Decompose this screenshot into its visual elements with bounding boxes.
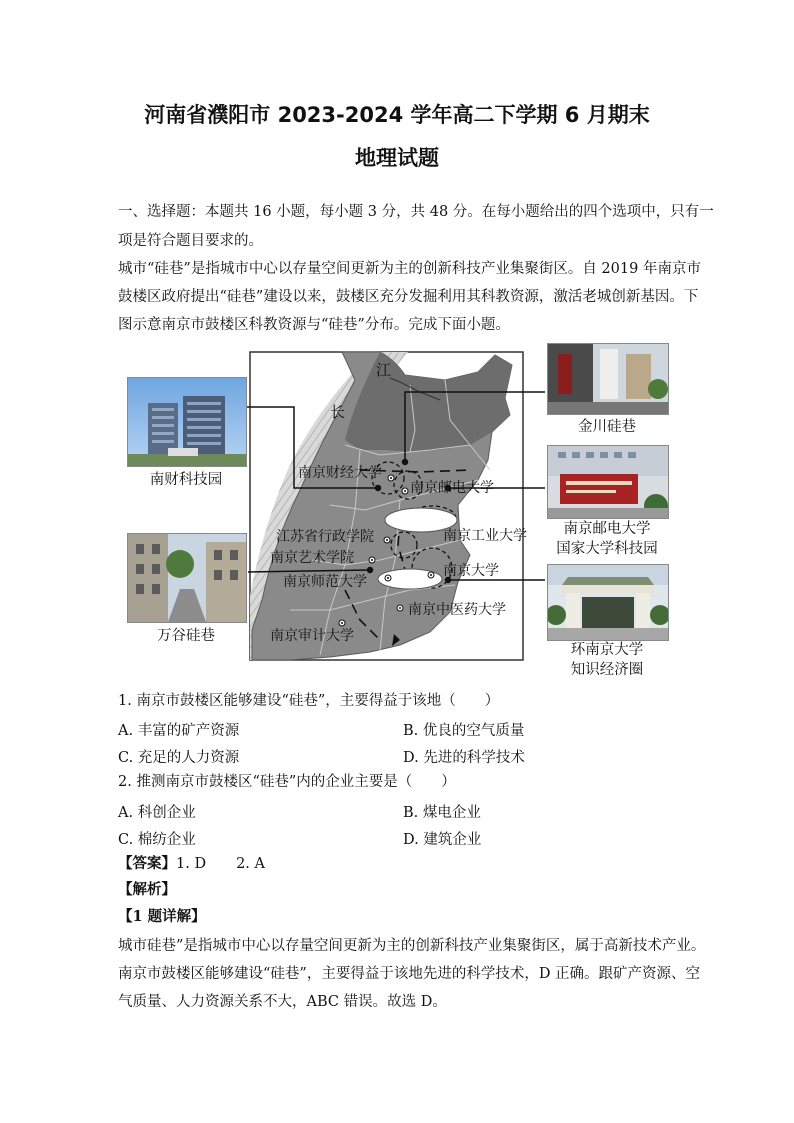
river-label-chang: 长 <box>330 403 346 421</box>
label-shifan: 南京师范大学 <box>283 574 367 590</box>
photo-wangu <box>127 533 247 623</box>
q2-option-d: D. 建筑企业 <box>403 832 482 848</box>
analysis-heading: 【解析】 <box>118 881 176 898</box>
section-instruction-cont: 项是符合题目要求的。 <box>118 233 263 249</box>
river-label-jiang: 江 <box>376 361 392 379</box>
title-line-2: 地理试题 <box>355 146 439 170</box>
q1-option-a: A. 丰富的矿产资源 <box>118 723 240 739</box>
explanation-line-2: 南京市鼓楼区能够建设“硅巷”，主要得益于该地先进的科学技术，D 正确。跟矿产资源、空 <box>118 966 701 982</box>
photo-youdian-park <box>547 445 669 519</box>
detail-heading-1: 【1 题详解】 <box>118 908 206 925</box>
caption-nancai: 南财科技园 <box>149 472 223 488</box>
q1-stem: 1. 南京市鼓楼区能够建设“硅巷”，主要得益于该地（ ） <box>118 693 500 709</box>
q1-option-d: D. 先进的科学技术 <box>403 750 525 766</box>
caption-youdian-park-2: 国家大学科技园 <box>556 541 658 557</box>
q2-option-c: C. 棉纺企业 <box>118 832 196 848</box>
passage-line-2: 鼓楼区政府提出“硅巷”建设以来，鼓楼区充分发掘利用其科教资源，激活老城创新基因。下 <box>118 289 699 305</box>
passage-line-1: 城市“硅巷”是指城市中心以存量空间更新为主的创新科技产业集聚街区。自 2019 年南京市 <box>118 261 701 277</box>
answer-label: 【答案】 <box>118 855 176 872</box>
title-line-1: 河南省濮阳市 2023-2024 学年高二下学期 6 月期末 <box>144 103 650 127</box>
label-zhongyi: 南京中医药大学 <box>408 602 506 618</box>
label-xingzheng: 江苏省行政学院 <box>276 529 374 545</box>
explanation-line-1: 城市硅巷”是指城市中心以存量空间更新为主的创新科技产业集聚街区，属于高新技术产业。 <box>118 938 706 954</box>
label-gongye: 南京工业大学 <box>443 528 527 544</box>
q1-option-c: C. 充足的人力资源 <box>118 750 240 766</box>
answer-line <box>118 854 265 874</box>
label-yishu: 南京艺术学院 <box>270 550 354 566</box>
label-shenji: 南京审计大学 <box>270 628 354 644</box>
passage-line-3: 图示意南京市鼓楼区科教资源与“硅巷”分布。完成下面小题。 <box>118 317 510 333</box>
caption-youdian-park-1: 南京邮电大学 <box>563 521 651 537</box>
photo-jinchuan <box>547 343 669 415</box>
label-caijing: 南京财经大学 <box>298 465 382 481</box>
q2-option-b: B. 煤电企业 <box>403 805 481 821</box>
photo-nju <box>547 564 669 641</box>
section-instruction: 一、选择题：本题共 16 小题，每小题 3 分，共 48 分。在每小题给出的四个选项中，只有一 <box>118 204 714 220</box>
label-youdian: 南京邮电大学 <box>410 480 494 496</box>
caption-wangu: 万谷硅巷 <box>157 628 215 644</box>
explanation-line-3: 气质量、人力资源关系不大，ABC 错误。故选 D。 <box>118 994 447 1010</box>
q2-option-a: A. 科创企业 <box>118 805 196 821</box>
label-nanda: 南京大学 <box>443 563 499 579</box>
answer-1: 1. D <box>176 856 207 872</box>
answer-2: 2. A <box>236 856 265 872</box>
q2-stem: 2. 推测南京市鼓楼区“硅巷”内的企业主要是（ ） <box>118 774 456 790</box>
caption-nju-1: 环南京大学 <box>570 642 644 658</box>
caption-jinchuan: 金川硅巷 <box>578 419 636 435</box>
caption-nju-2: 知识经济圈 <box>570 662 644 678</box>
q1-option-b: B. 优良的空气质量 <box>403 723 525 739</box>
photo-nancai <box>127 377 247 467</box>
